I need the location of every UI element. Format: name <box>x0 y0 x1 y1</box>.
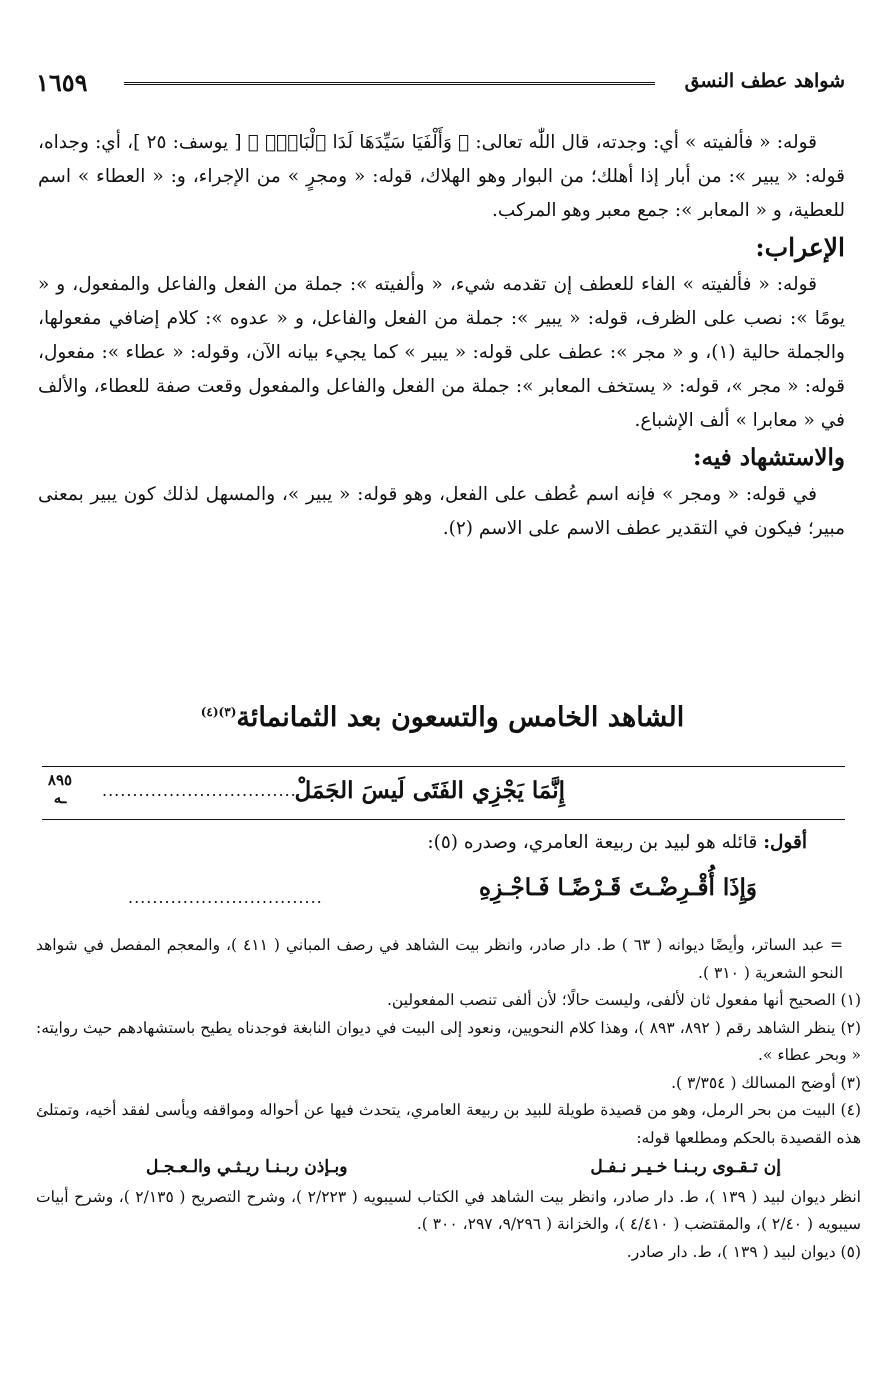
footnote-1: (١) الصحيح أنها مفعول ثان لألفى، وليست حالًا؛ لأن ألفى تنصب المفعولين. <box>386 991 861 1009</box>
shahid-title-text: الشاهد الخامس والتسعون بعد الثمانمائة <box>236 702 685 733</box>
aqul-label: أقول: <box>763 832 807 853</box>
verse-number <box>42 771 78 807</box>
footnote-5: (٥) ديوان لبيد ( ١٣٩ )، ط. دار صادر. <box>626 1242 861 1261</box>
footnote-2: (٢) ينظر الشاهد رقم ( ٨٩٢، ٨٩٣ )، وهذا كلام النحويين، ونعود إلى البيت في ديوان النابغة فوجدناه يطيح باستشهادهم حيث روايته: « وبحر عطاء ». <box>36 1018 861 1064</box>
verse-hemistich: إِنَّمَا يَجْزِي الفَتَى لَيسَ الجَمَلْ <box>294 777 565 804</box>
main-text <box>38 126 845 546</box>
matla-verse <box>36 1152 861 1184</box>
matla-right: إن تـقـوى ربـنـا خـيـر نـفـل <box>590 1157 781 1177</box>
aqul-line <box>427 832 807 853</box>
footnotes <box>36 932 861 1266</box>
paragraph-meaning: قوله: « فألفيته » أي: وجدته، قال اللّٰه تعالى: ﴿ وَأَلْفَيَا سَيِّدَهَا لَدَا ٱلْبَابِۚ ﴾ [ يوسف: ٢٥ ]، أي: وجداه، قوله: « يبير »: من أبار إذا أهلك؛ من البوار وهو الهلاك، قوله: « ومجرٍ » من الإجراء، و: « العطاء » اسم للعطية، و « المعابر »: جمع معبر وهو المركب. <box>38 132 845 221</box>
footnote-4: (٤) البيت من بحر الرمل، وهو من قصيدة طويلة للبيد بن ربيعة العامري، يتحدث فيها عن أحواله ومواقفه ويأسى لفقد أخيه، وتمتلئ هذه القصيدة بالحكم ومطلعها قوله: <box>36 1101 861 1147</box>
footnote-continuation: = عبد الساتر، وأيضًا ديوانه ( ٦٣ ) ط. دار صادر، وانظر بيت الشاهد في رصف المباني ( ٤١١ )، والمعجم المفصل في شواهد النحو الشعرية ( ٣١٠ ). <box>36 936 843 982</box>
sadr-verse: وَإِذَا أُقْـرِضْـتَ قَـرْضًـا فَـاجْـزِهِ <box>479 874 757 901</box>
page-number: ١٦٥٩ <box>36 68 88 97</box>
footnote-3: (٣) أوضح المسالك ( ٣/٣٥٤ ). <box>671 1073 861 1092</box>
verse-dots: ................................ <box>102 781 297 800</box>
aqul-text: قائله هو لبيد بن ربيعة العامري، وصدره (٥): <box>427 832 758 853</box>
shahid-title-footref: (٣)(٤) <box>200 705 237 719</box>
sadr-dots: ................................ <box>128 888 323 907</box>
paragraph-istishhad: في قوله: « ومجر » فإنه اسم عُطف على الفعل، وهو قوله: « يبير »، والمسهل لذلك كون يبير بمعنى مبير؛ فيكون في التقدير عطف الاسم على الاسم (٢). <box>38 484 845 539</box>
page-header <box>36 62 845 102</box>
verse-number-suffix: ـه <box>53 789 67 807</box>
header-rule <box>124 82 655 88</box>
matla-left: وبـإذن ربـنـا ريـثـي والـعـجـل <box>146 1157 348 1177</box>
verse-box <box>42 766 845 820</box>
verse-number-value: ٨٩٥ <box>47 771 73 789</box>
running-title: شواهد عطف النسق <box>684 70 845 92</box>
heading-irab: الإعراب: <box>755 233 845 262</box>
shahid-title <box>0 702 885 733</box>
heading-istishhad: والاستشهاد فيه: <box>693 444 845 471</box>
paragraph-irab: قوله: « فألفيته » الفاء للعطف إن تقدمه شيء، « وألفيته »: جملة من الفعل والفاعل والمفعول، و « يومًا »: نصب على الظرف، قوله: « يبير »: جملة من الفعل والفاعل، و « عدوه »: كلام إضافي مفعولها، والجملة حالية (١)، و « مجر »: عطف على قوله: « يبير » كما يجيء بيانه الآن، وقوله: « عطاء »: مفعول، قوله: « مجر »، قوله: « يستخف المعابر »: جملة من الفعل والفاعل والمفعول وقعت صفة للعطاء، والألف في « معابرا » ألف الإشباع. <box>38 274 845 431</box>
footnote-4-sources: انظر ديوان لبيد ( ١٣٩ )، ط. دار صادر، وانظر بيت الشاهد في الكتاب لسيبويه ( ٢/٢٢٣ )، وشرح التصريح ( ٢/١٣٥ )، وشرح أبيات سيبويه ( ٢/٤٠ )، والمقتضب ( ٤/٤١٠ )، والخزانة ( ٩/٢٩٦، ٢٩٧، ٣٠٠ ). <box>36 1187 861 1233</box>
